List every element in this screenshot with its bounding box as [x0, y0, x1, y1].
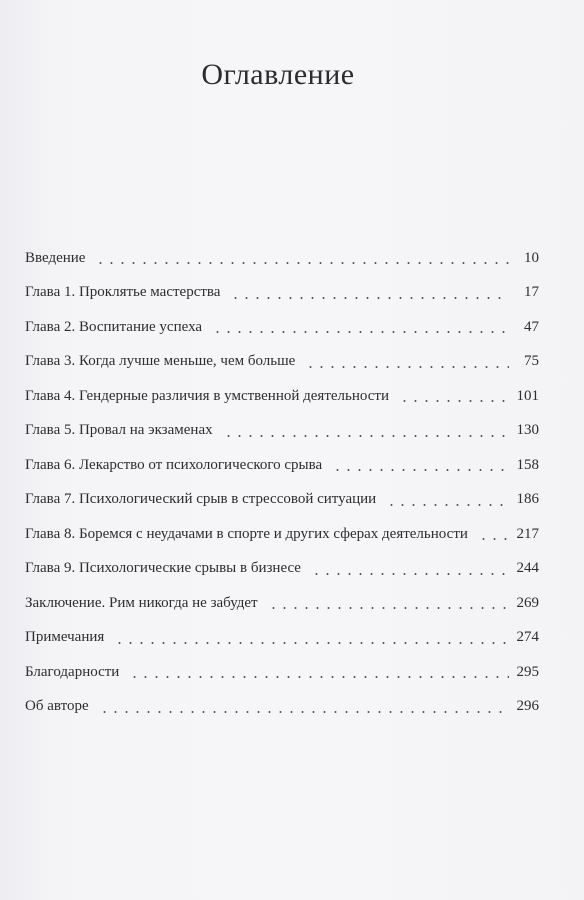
toc-entry-page: 296: [516, 698, 539, 715]
dot-leader: [212, 331, 509, 333]
toc-entry-page: 47: [524, 318, 539, 335]
toc-entry-label: Глава 7. Психологический срыв в стрессовой ситуации: [25, 491, 377, 508]
dot-leader: [478, 538, 509, 540]
toc-entry-page: 10: [524, 249, 539, 266]
toc-entry-label: Примечания: [25, 629, 105, 646]
dot-leader: [386, 504, 509, 506]
toc-entry-conclusion[interactable]: [25, 586, 539, 621]
dot-leader: [311, 573, 509, 575]
toc-entry-page: 158: [516, 456, 539, 473]
toc-entry-page: 274: [516, 629, 539, 646]
toc-entry-label: Глава 4. Гендерные различия в умственной деятельности: [25, 387, 390, 404]
toc-entry-chapter-2[interactable]: [25, 310, 539, 345]
toc-entry-label: Заключение. Рим никогда не забудет: [25, 594, 258, 611]
toc-entry-label: Благодарности: [25, 663, 120, 680]
toc-entry-page: 130: [516, 422, 539, 439]
dot-leader: [268, 607, 509, 609]
toc-entry-label: Об авторе: [25, 698, 89, 715]
toc-entry-chapter-5[interactable]: [25, 414, 539, 449]
toc-entry-page: 75: [524, 353, 539, 370]
toc-entry-chapter-6[interactable]: [25, 448, 539, 483]
toc-entry-label: Глава 1. Проклятье мастерства: [25, 284, 221, 301]
toc-entry-page: 217: [516, 525, 539, 542]
toc-entry-chapter-9[interactable]: [25, 552, 539, 587]
toc-entry-label: Глава 3. Когда лучше меньше, чем больше: [25, 353, 296, 370]
toc-entry-introduction[interactable]: [25, 241, 539, 276]
toc-entry-chapter-3[interactable]: [25, 345, 539, 380]
dot-leader: [129, 676, 509, 678]
dot-leader: [230, 297, 509, 299]
toc-entry-page: 269: [516, 594, 539, 611]
toc-entry-page: 17: [524, 284, 539, 301]
toc-entry-about-author[interactable]: [25, 690, 539, 725]
toc-entry-page: 101: [516, 387, 539, 404]
dot-leader: [305, 366, 509, 368]
toc-entry-chapter-8[interactable]: [25, 517, 539, 552]
toc-entry-page: 244: [516, 560, 539, 577]
toc-entry-page: 186: [516, 491, 539, 508]
toc-entry-acknowledgements[interactable]: [25, 655, 539, 690]
toc-entry-label: Глава 9. Психологические срывы в бизнесе: [25, 560, 301, 577]
toc-entry-label: Глава 6. Лекарство от психологического срыва: [25, 456, 323, 473]
toc-entry-chapter-7[interactable]: [25, 483, 539, 518]
toc-entry-chapter-1[interactable]: [25, 276, 539, 311]
toc-entry-notes[interactable]: [25, 621, 539, 656]
toc-entry-page: 295: [516, 663, 539, 680]
dot-leader: [99, 711, 509, 713]
toc-entry-label: Глава 5. Провал на экзаменах: [25, 422, 213, 439]
toc-entry-label: Глава 2. Воспитание успеха: [25, 318, 203, 335]
toc-entry-label: Введение: [25, 249, 86, 266]
toc-entry-label: Глава 8. Боремся с неудачами в спорте и других сферах деятельности: [25, 525, 468, 542]
toc-entry-chapter-4[interactable]: [25, 379, 539, 414]
table-of-contents: [25, 241, 539, 724]
dot-leader: [114, 642, 509, 644]
page-title: Оглавление: [201, 58, 355, 91]
dot-leader: [399, 400, 509, 402]
dot-leader: [95, 262, 509, 264]
dot-leader: [223, 435, 509, 437]
dot-leader: [332, 469, 509, 471]
